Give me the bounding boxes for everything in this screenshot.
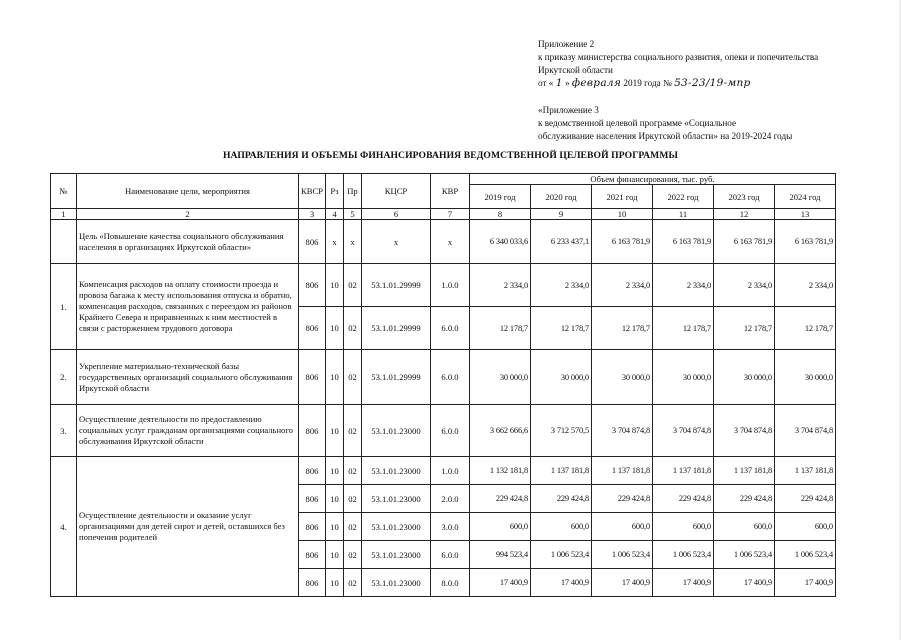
date-year: 2019 года № [623,78,672,88]
cell-value: 600,0 [469,513,530,541]
document-title: НАПРАВЛЕНИЯ И ОБЪЕМЫ ФИНАНСИРОВАНИЯ ВЕДОМСТВЕННОЙ ЦЕЛЕВОЙ ПРОГРАММЫ [222,150,679,161]
cell-value: 600,0 [713,513,774,541]
cell-value: 1 132 181,8 [469,457,530,485]
cell-value: 3 704 874,8 [774,405,835,457]
table-row [51,350,836,405]
header-year: 2023 год [713,185,774,209]
cell-value: 229 424,8 [774,485,835,513]
cell-value: 30 000,0 [469,350,530,405]
header-rz: Рз [325,174,343,209]
item-name: Осуществление деятельности по предоставлению социальных услуг гражданам организациями социального обслуживания Иркутской области [77,405,299,457]
cell-rz: x [325,220,343,264]
cell-pr: 02 [343,485,361,513]
header-kvsr: КВСР [299,174,326,209]
cell-pr: 02 [343,569,361,597]
table-row [51,457,836,485]
header-kvr: КВР [430,174,469,209]
cell-value: 17 400,9 [530,569,591,597]
table-row [51,264,836,307]
cell-kvsr: 806 [299,513,326,541]
cell-value: 3 704 874,8 [713,405,774,457]
col-number: 13 [774,209,835,220]
cell-value: 12 178,7 [713,307,774,350]
cell-rz: 10 [325,457,343,485]
cell-value: 1 137 181,8 [774,457,835,485]
item-number: 4. [51,457,77,597]
item-name: Укрепление материально-технической базы государственных организаций социального обслуживания Иркутской области [77,350,299,405]
cell-rz: 10 [325,485,343,513]
handwritten-month: февраля [571,77,622,89]
header-year: 2021 год [591,185,652,209]
cell-kvsr: 806 [299,405,326,457]
cell-value: 30 000,0 [591,350,652,405]
cell-value: 1 137 181,8 [591,457,652,485]
cell-kcsr: 53.1.01.23000 [361,513,430,541]
cell-kvr: 3.0.0 [430,513,469,541]
cell-value: 1 006 523,4 [591,541,652,569]
financing-table [50,173,836,597]
col-number: 3 [299,209,326,220]
col-number: 11 [652,209,713,220]
appendix-line: к приказу министерства социального развития, опеки и попечительства [538,52,819,62]
cell-value: 30 000,0 [774,350,835,405]
col-number: 12 [713,209,774,220]
cell-kcsr: 53.1.01.29999 [361,264,430,307]
item-number: 1. [51,264,77,350]
cell-pr: 02 [343,457,361,485]
cell-value: 1 006 523,4 [774,541,835,569]
header-name: Наименование цели, мероприятия [77,174,299,209]
table-row [51,405,836,457]
cell-value: 2 334,0 [713,264,774,307]
appendix-line: обслуживание населения Иркутской области» на 2019-2024 годы [538,131,793,141]
cell-value: 12 178,7 [774,307,835,350]
column-number-row [51,209,836,220]
handwritten-day: 1 [555,77,563,89]
cell-kvsr: 806 [299,307,326,350]
appendix-header [538,38,878,143]
cell-rz: 10 [325,350,343,405]
cell-value: 17 400,9 [774,569,835,597]
cell-value: 2 334,0 [774,264,835,307]
cell-value: 12 178,7 [530,307,591,350]
col-number: 5 [343,209,361,220]
cell-value: 3 662 666,6 [469,405,530,457]
cell-rz: 10 [325,307,343,350]
cell-value: 12 178,7 [652,307,713,350]
col-number: 6 [361,209,430,220]
header-volume: Объем финансирования, тыс. руб. [469,174,835,185]
header-year: 2020 год [530,185,591,209]
cell-kcsr: 53.1.01.23000 [361,457,430,485]
cell-value: 30 000,0 [530,350,591,405]
cell-kcsr: 53.1.01.23000 [361,541,430,569]
cell-value: 17 400,9 [469,569,530,597]
cell-kcsr: x [361,220,430,264]
goal-row [51,220,836,264]
item-number: 3. [51,405,77,457]
cell-value: 229 424,8 [591,485,652,513]
appendix-line: к ведомственной целевой программе «Социальное [538,118,737,128]
cell-pr: 02 [343,350,361,405]
cell-kvsr: 806 [299,485,326,513]
cell-value: 6 163 781,9 [591,220,652,264]
cell-pr: 02 [343,405,361,457]
date-prefix: от « [538,78,554,88]
cell-kvsr: 806 [299,541,326,569]
cell-value: 600,0 [652,513,713,541]
col-number: 7 [430,209,469,220]
cell-kcsr: 53.1.01.23000 [361,569,430,597]
header-pr: Пр [343,174,361,209]
cell-value: 3 704 874,8 [591,405,652,457]
cell-kvsr: 806 [299,569,326,597]
cell-value: 30 000,0 [713,350,774,405]
cell-value: 6 163 781,9 [652,220,713,264]
cell-kvr: 2.0.0 [430,485,469,513]
cell-value: 17 400,9 [591,569,652,597]
cell-kcsr: 53.1.01.23000 [361,485,430,513]
header-year: 2019 год [469,185,530,209]
cell-value: 1 006 523,4 [652,541,713,569]
cell-value: 2 334,0 [530,264,591,307]
cell-value: 3 704 874,8 [652,405,713,457]
cell-value: 229 424,8 [713,485,774,513]
date-mid: » [564,78,570,88]
cell-value: 2 334,0 [652,264,713,307]
cell-value: 2 334,0 [591,264,652,307]
cell-value: 600,0 [530,513,591,541]
cell-value: 229 424,8 [652,485,713,513]
cell-value: 17 400,9 [652,569,713,597]
cell-value: 1 006 523,4 [530,541,591,569]
item-name: Компенсация расходов на оплату стоимости проезда и провоза багажа к месту использования отпуска и обратно, компенсация расходов, связанных с переездом из районов Крайнего Севера и приравненных к ним местностей в связи с расторжением трудового договора [77,264,299,350]
header-year: 2024 год [774,185,835,209]
appendix-line: Иркутской области [538,65,613,75]
cell-pr: 02 [343,264,361,307]
cell-value: 1 137 181,8 [652,457,713,485]
cell-value: 2 334,0 [469,264,530,307]
cell-kcsr: 53.1.01.23000 [361,405,430,457]
cell-rz: 10 [325,569,343,597]
cell-value: 6 340 033,6 [469,220,530,264]
cell-kvr: 1.0.0 [430,457,469,485]
cell-kvr: 6.0.0 [430,541,469,569]
header-year: 2022 год [652,185,713,209]
cell-rz: 10 [325,541,343,569]
appendix-line: «Приложение 3 [538,105,599,115]
header-kcsr: КЦСР [361,174,430,209]
header-no: № [51,174,77,209]
col-number: 4 [325,209,343,220]
cell-value: 229 424,8 [469,485,530,513]
cell-kvsr: 806 [299,350,326,405]
handwritten-order-number: 53-23/19-мпр [674,77,751,89]
cell-kvsr: 806 [299,264,326,307]
cell-pr: 02 [343,307,361,350]
cell-value: 600,0 [591,513,652,541]
goal-name: Цель «Повышение качества социального обслуживания населения в организациях Иркутской области» [77,220,299,264]
cell-value: 3 712 570,5 [530,405,591,457]
cell-kcsr: 53.1.01.29999 [361,350,430,405]
cell-pr: x [343,220,361,264]
cell-value: 994 523,4 [469,541,530,569]
cell-value: 229 424,8 [530,485,591,513]
cell-value: 12 178,7 [591,307,652,350]
cell-value: 12 178,7 [469,307,530,350]
cell-kvr: x [430,220,469,264]
cell-kvr: 6.0.0 [430,350,469,405]
cell-value: 30 000,0 [652,350,713,405]
cell-value: 6 163 781,9 [713,220,774,264]
cell-value: 6 233 437,1 [530,220,591,264]
cell-pr: 02 [343,541,361,569]
cell-value: 600,0 [774,513,835,541]
col-number: 9 [530,209,591,220]
cell-kcsr: 53.1.01.29999 [361,307,430,350]
cell-kvr: 1.0.0 [430,264,469,307]
appendix-line: Приложение 2 [538,39,595,49]
cell-value: 1 137 181,8 [713,457,774,485]
cell-rz: 10 [325,405,343,457]
cell-value: 17 400,9 [713,569,774,597]
cell-value: 6 163 781,9 [774,220,835,264]
col-number: 1 [51,209,77,220]
item-number: 2. [51,350,77,405]
cell-kvr: 6.0.0 [430,405,469,457]
cell-value: 1 137 181,8 [530,457,591,485]
cell-value: 1 006 523,4 [713,541,774,569]
col-number: 2 [77,209,299,220]
cell-kvsr: 806 [299,457,326,485]
cell-kvsr: 806 [299,220,326,264]
cell-kvr: 6.0.0 [430,307,469,350]
cell-kvr: 8.0.0 [430,569,469,597]
cell-rz: 10 [325,264,343,307]
order-date-line [538,77,878,90]
item-name: Осуществление деятельности и оказание услуг организациями для детей сирот и детей, оставшихся без попечения родителей [77,457,299,597]
col-number: 10 [591,209,652,220]
cell-rz: 10 [325,513,343,541]
col-number: 8 [469,209,530,220]
cell-pr: 02 [343,513,361,541]
